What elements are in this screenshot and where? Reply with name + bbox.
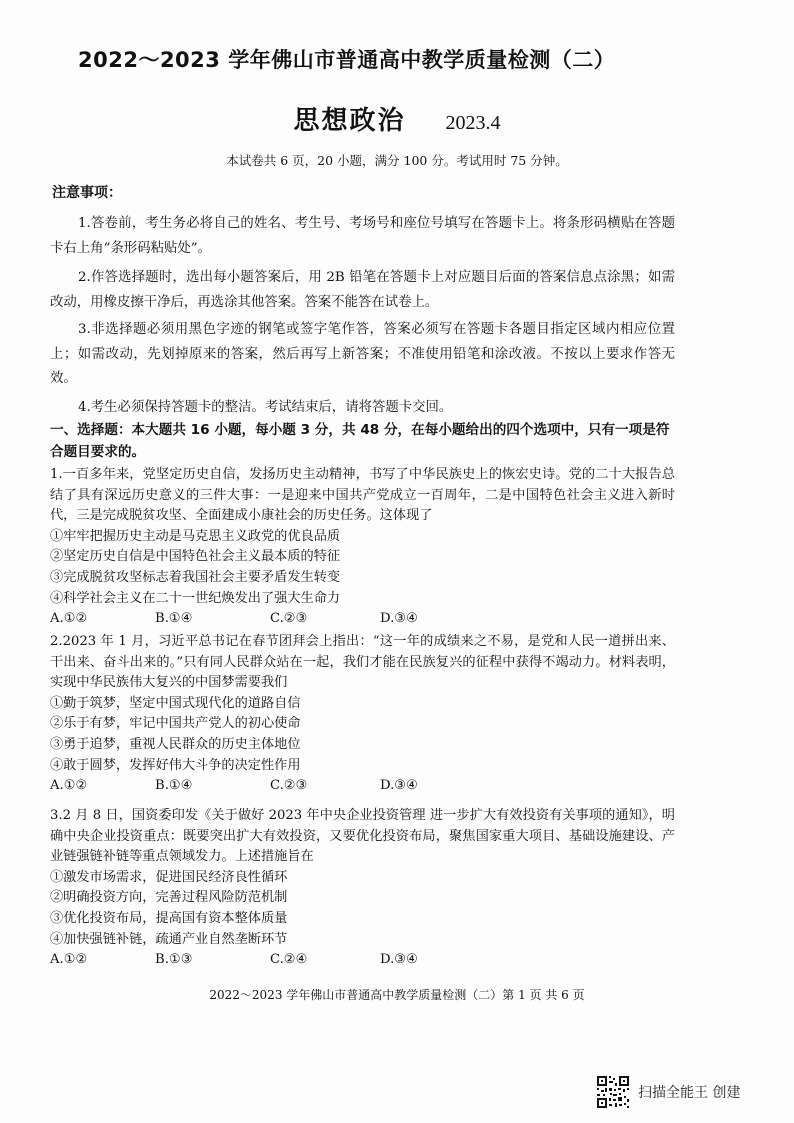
question-1 <box>50 465 675 630</box>
answer-choice-c: C.②③ <box>270 611 308 627</box>
question-option: ③优化投资布局，提高国有资本整体质量 <box>50 910 288 926</box>
answer-choice-b: B.①③ <box>155 952 193 968</box>
answer-choices <box>50 609 675 630</box>
subject-row <box>0 100 794 137</box>
note-item: 2.作答选择题时，选出每小题答案后，用 2B 铅笔在答题卡上对应题目后面的答案信息点涂黑；如需改动，用橡皮擦干净后，再选涂其他答案。答案不能答在试卷上。 <box>50 270 675 310</box>
question-3 <box>50 806 675 971</box>
exam-title: 2022～2023 学年佛山市普通高中教学质量检测（二） <box>78 48 616 72</box>
question-option: ②明确投资方向，完善过程风险防范机制 <box>50 890 288 906</box>
answer-choices <box>50 776 675 797</box>
answer-choice-a: A.①② <box>50 778 88 794</box>
question-option: ④敢于圆梦，发挥好伟大斗争的决定性作用 <box>50 757 301 773</box>
question-option: ②坚定历史自信是中国特色社会主义最本质的特征 <box>50 549 341 565</box>
answer-choice-c: C.②③ <box>270 778 308 794</box>
answer-choice-d: D.③④ <box>380 778 418 794</box>
note-item: 3.非选择题必须用黑色字迹的钢笔或签字笔作答，答案必须写在答题卡各题目指定区域内相应位置上；如需改动，先划掉原来的答案，然后再写上新答案；不准使用铅笔和涂改液。不按以上要求作答无效。 <box>50 322 675 386</box>
scanner-watermark <box>596 1075 740 1109</box>
answer-choice-c: C.②④ <box>270 952 308 968</box>
question-option: ③勇于追梦，重视人民群众的历史主体地位 <box>50 736 301 752</box>
question-option: ④科学社会主义在二十一世纪焕发出了强大生命力 <box>50 590 341 606</box>
answer-choice-a: A.①② <box>50 611 88 627</box>
question-stem: 2.2023 年 1 月，习近平总书记在春节团拜会上指出：“这一年的成绩来之不易，是党和人民一道拼出来、干出来、奋斗出来的。”只有同人民群众站在一起，我们才能在民族复兴的征程中获得不竭动力。材料表明，实现中华民族伟大复兴的中国梦需要我们 <box>50 634 675 691</box>
qr-code-icon <box>596 1075 630 1109</box>
note-item: 4.考生必须保持答题卡的整洁。考试结束后，请将答题卡交回。 <box>78 400 453 415</box>
answer-choice-d: D.③④ <box>380 952 418 968</box>
section-heading: 一、选择题：本大题共 16 小题，每小题 3 分，共 48 分，在每小题给出的四个选项中，只有一项是符合题目要求的。 <box>50 422 670 460</box>
question-2 <box>50 632 675 797</box>
question-stem: 1.一百多年来，党坚定历史自信，发扬历史主动精神，书写了中华民族史上的恢宏史诗。党的二十大报告总结了具有深远历史意义的三件大事：一是迎来中国共产党成立一百周年，二是中国特色社会主义进入新时代，三是完成脱贫攻坚、全面建成小康社会的历史任务。这体现了 <box>50 467 675 524</box>
question-option: ①勤于筑梦，坚定中国式现代化的道路自信 <box>50 695 301 711</box>
question-option: ②乐于有梦，牢记中国共产党人的初心使命 <box>50 716 301 732</box>
question-option: ①牢牢把握历史主动是马克思主义政党的优良品质 <box>50 528 341 544</box>
question-option: ①激发市场需求，促进国民经济良性循环 <box>50 869 288 885</box>
scanner-label: 扫描全能王 创建 <box>638 1085 741 1101</box>
answer-choice-a: A.①② <box>50 952 88 968</box>
question-stem: 3.2 月 8 日，国资委印发《关于做好 2023 年中央企业投资管理 进一步扩大有效投资有关事项的通知》，明确中央企业投资重点：既要突出扩大有效投资，又要优化投资布局，聚焦国家重大项目、基础设施建设、产业链强链补链等重点领域发力。上述措施旨在 <box>50 808 675 865</box>
page-footer: 2022～2023 学年佛山市普通高中教学质量检测（二）第 1 页 共 6 页 <box>209 988 585 1002</box>
answer-choice-b: B.①④ <box>155 611 193 627</box>
question-option: ③完成脱贫攻坚标志着我国社会主要矛盾发生转变 <box>50 569 341 585</box>
notes-heading: 注意事项： <box>52 185 122 201</box>
exam-info: 本试卷共 6 页，20 小题，满分 100 分。考试用时 75 分钟。 <box>226 153 568 168</box>
exam-date: 2023.4 <box>445 112 501 134</box>
note-item: 1.答卷前，考生务必将自己的姓名、考生号、考场号和座位号填写在答题卡上。将条形码横贴在答题卡右上角“条形码粘贴处”。 <box>50 216 675 256</box>
answer-choices <box>50 950 675 971</box>
question-option: ④加快强链补链，疏通产业自然垄断环节 <box>50 931 288 947</box>
subject-title: 思想政治 <box>293 106 406 136</box>
answer-choice-d: D.③④ <box>380 611 418 627</box>
answer-choice-b: B.①④ <box>155 778 193 794</box>
